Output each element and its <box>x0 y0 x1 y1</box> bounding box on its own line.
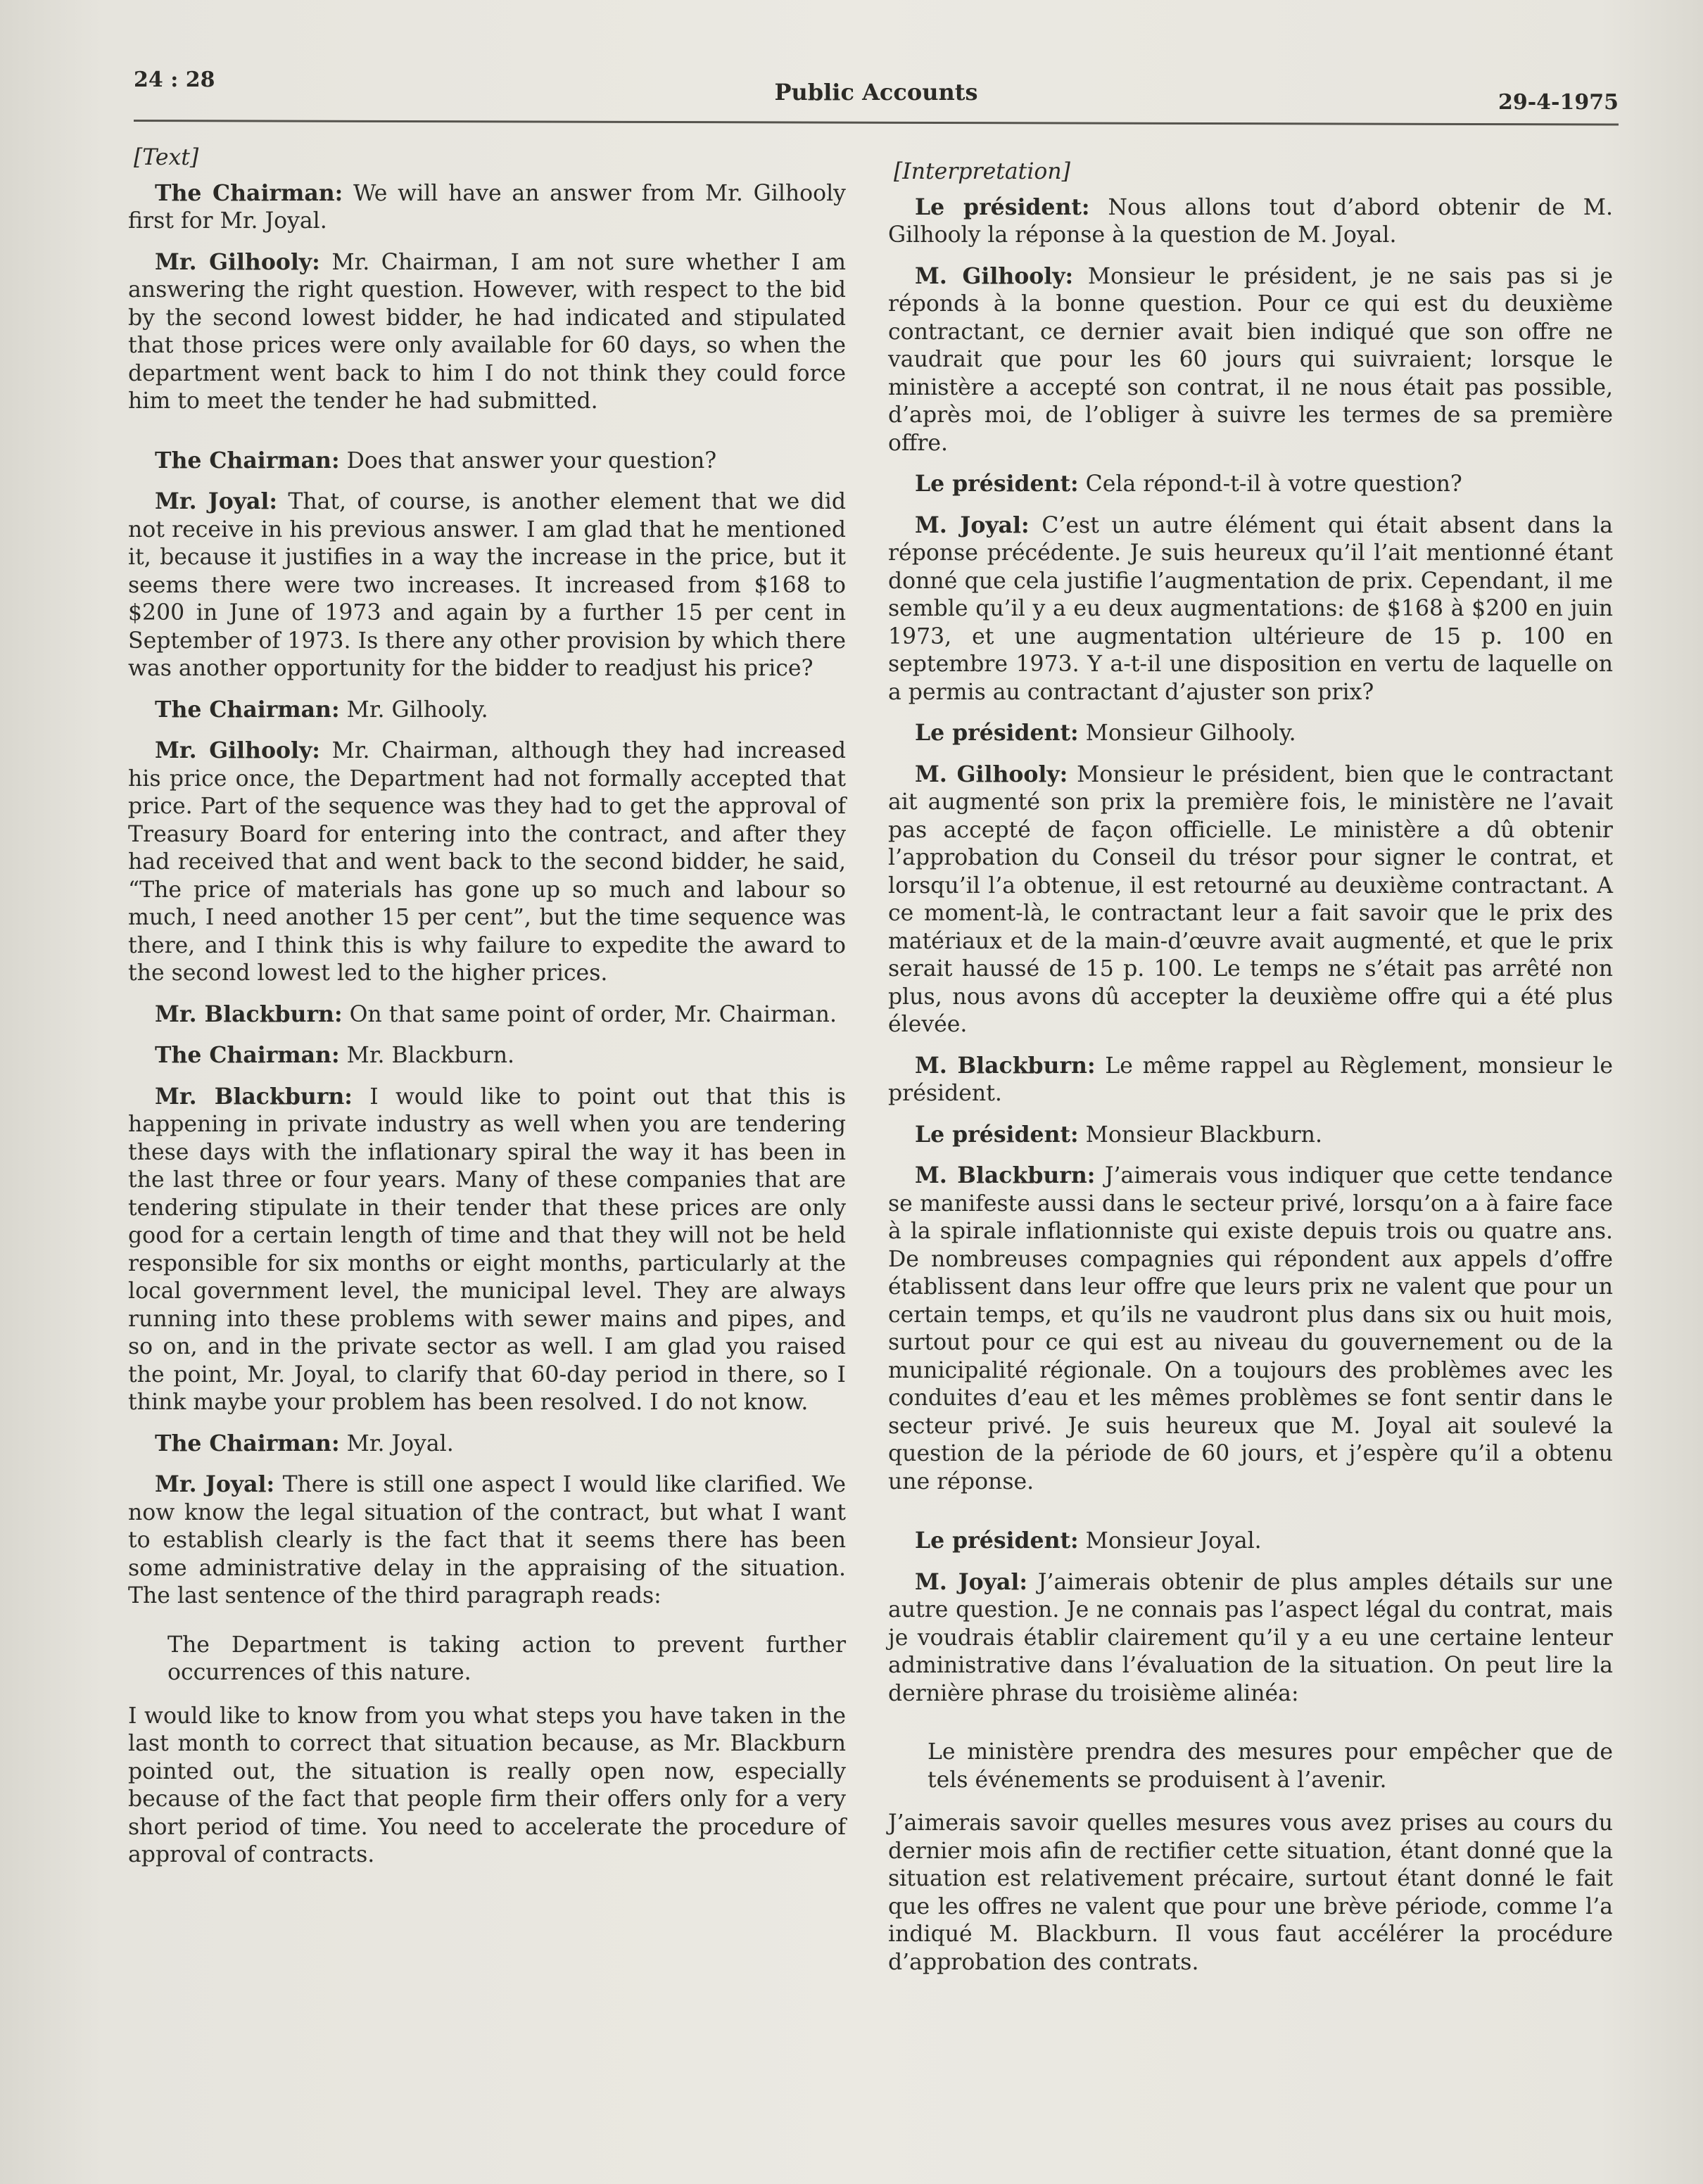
speech-text: Monsieur le président, bien que le contractant ait augmenté son prix la première fois, le ministère ne l’avait pas accepté de façon officielle. Le ministère a dû obtenir l’approbation du Conseil du trésor pour signer le contrat, et lorsqu’il l’a obtenue, il est retourné au deuxième contractant. A ce moment-là, le contractant leur a fait savoir que le prix des matériaux et de la main-d’œuvre avait augmenté, et que le prix serait haussé de 15 p. 100. Le temps ne s’était pas arrêté non plus, nous avons dû accepter la deuxième offre qui a été plus élevée. <box>888 761 1613 1037</box>
speech-paragraph <box>888 262 1613 458</box>
speech-text: That, of course, is another element that we did not receive in his previous answer. I am glad that he mentioned it, because it justifies in a way the increase in the price, but it seems there were two increases. It increased from $168 to $200 in June of 1973 and again by a further 15 per cent in September of 1973. Is there any other provision by which there was another opportunity for the bidder to readjust his price? <box>128 489 846 681</box>
speech-paragraph <box>888 1052 1613 1108</box>
closing-paragraph: J’aimerais savoir quelles mesures vous avez prises au cours du dernier mois afin de rectifier cette situation, étant donné que la situation est relativement précaire, surtout étant donné le fait que les offres ne valent que pour une brève période, comme l’a indiqué M. Blackburn. Il vous faut accélérer la procédure d’approbation des contrats. <box>888 1810 1613 1975</box>
speaker-name: Le président: <box>915 1121 1079 1148</box>
closing-paragraph: I would like to know from you what steps you have taken in the last month to correct that situation because, as Mr. Blackburn pointed out, the situation is really open now, especially because of the fact that people firm their offers only for a very short period of time. You need to accelerate the procedure of approval of contracts. <box>128 1703 846 1867</box>
french-column <box>888 158 1613 1989</box>
speech-paragraph <box>128 1083 846 1417</box>
speaker-name: Le président: <box>915 193 1090 220</box>
speech-paragraph <box>128 1041 846 1070</box>
speech-text: J’aimerais vous indiquer que cette tendance se manifeste aussi dans le secteur privé, lorsqu’on a à faire face à la spirale inflationniste qui existe depuis trois ou quatre ans. De nombreuses compagnies qui répondent aux appels d’offre établissent dans leur offre que leurs prix ne valent que pour un certain temps, et qu’ils ne vaudront plus dans six ou huit mois, surtout pour ce qui est au niveau du gouvernement ou de la municipalité régionale. On a toujours des problèmes avec les conduites d’eau et les mêmes problèmes se font sentir dans le secteur privé. Je suis heureux que M. Joyal ait soulevé la question de la période de 60 jours, et j’espère qu’il a obtenu une réponse. <box>888 1163 1613 1494</box>
speech-text: Nous allons tout d’abord obtenir de M. Gilhooly la réponse à la question de M. Joyal. <box>888 194 1613 248</box>
speech-paragraph <box>128 1471 846 1611</box>
speech-text: Mr. Joyal. <box>339 1430 454 1456</box>
speech-paragraph <box>888 761 1613 1039</box>
speaker-name: Mr. Gilhooly: <box>155 737 320 763</box>
speech-text: Does that answer your question? <box>339 447 717 474</box>
speaker-name: M. Blackburn: <box>915 1052 1096 1079</box>
speaker-name: M. Blackburn: <box>915 1162 1096 1188</box>
speaker-name: The Chairman: <box>155 179 343 206</box>
speech-paragraph <box>888 719 1613 748</box>
speech-paragraph <box>128 248 846 416</box>
running-title: Public Accounts <box>774 79 978 106</box>
speaker-name: Le président: <box>915 720 1079 746</box>
speech-paragraph <box>888 193 1613 250</box>
speech-text: I would like to point out that this is happening in private industry as well when you are tendering these days with the inflationary spiral the way it has been in the last three or four years. Many of these companies that are tendering stipulate in their tender that these prices are only good for a certain length of time and that they will not be held responsible for six months or eight months, particularly at the local government level, the municipal level. They are always running into these problems with sewer mains and pipes, and so on, and in the private sector as well. I am glad you raised the point, Mr. Joyal, to clarify that 60-day period in there, so I think maybe your problem has been resolved. I do not know. <box>128 1084 846 1415</box>
english-column <box>128 144 846 1882</box>
speech-text: Mr. Gilhooly. <box>339 697 488 723</box>
speaker-name: M. Gilhooly: <box>915 262 1074 289</box>
page-number: 24 : 28 <box>134 68 215 92</box>
speaker-name: The Chairman: <box>155 1042 340 1068</box>
speech-paragraph <box>888 1162 1613 1496</box>
speaker-name: Mr. Blackburn: <box>155 1001 343 1027</box>
speech-text: Monsieur Gilhooly. <box>1078 720 1296 746</box>
speaker-name: The Chairman: <box>155 1430 340 1456</box>
speaker-name: Mr. Blackburn: <box>155 1083 353 1110</box>
speaker-name: M. Gilhooly: <box>915 761 1068 787</box>
block-quote: The Department is taking action to prevent further occurrences of this nature. <box>167 1632 846 1685</box>
speech-text: Monsieur Blackburn. <box>1078 1122 1322 1148</box>
speaker-name: M. Joyal: <box>915 1568 1027 1595</box>
speech-text: Monsieur Joyal. <box>1078 1528 1262 1554</box>
block-quote: Le ministère prendra des mesures pour empêcher que de tels événements se produisent à l’avenir. <box>928 1739 1613 1793</box>
speech-text: Mr. Blackburn. <box>339 1043 515 1068</box>
speech-paragraph <box>888 1568 1613 1708</box>
speech-text: Le même rappel au Règlement, monsieur le président. <box>888 1053 1613 1106</box>
speech-paragraph <box>128 1001 846 1029</box>
speech-paragraph <box>128 696 846 725</box>
speech-paragraph <box>888 1527 1613 1556</box>
speaker-name: The Chairman: <box>155 696 340 723</box>
speaker-name: Mr. Gilhooly: <box>155 248 320 275</box>
issue-date: 29-4-1975 <box>1498 90 1619 115</box>
speech-text: J’aimerais obtenir de plus amples détails sur une autre question. Je ne connais pas l’aspect légal du contrat, mais je voudrais établir clairement qu’il y a eu une certaine lenteur administrative dans l’évaluation de la situation. On peut lire la dernière phrase du troisième alinéa: <box>888 1569 1613 1706</box>
page-header <box>134 63 1619 127</box>
speech-paragraph <box>128 1430 846 1459</box>
section-label: [Interpretation] <box>894 159 1070 184</box>
speech-text: Mr. Chairman, although they had increased his price once, the Department had not formally accepted that price. Part of the sequence was they had to get the approval of Treasury Board for entering into the contract, and after they had received that and went back to the second bidder, he said, “The price of materials has gone up so much and labour so much, I need another 15 per cent”, but the time sequence was there, and I think this is why failure to expedite the award to the second lowest led to the higher prices. <box>128 738 846 986</box>
speaker-name: Mr. Joyal: <box>155 488 278 514</box>
section-label: [Text] <box>134 145 199 170</box>
speech-paragraph <box>888 470 1613 499</box>
speech-text: Cela répond-t-il à votre question? <box>1078 471 1462 497</box>
speech-text: Monsieur le président, je ne sais pas si je réponds à la bonne question. Pour ce qui est du deuxième contractant, ce dernier avait bien indiqué que son offre ne vaudrait que pour les 60 jours qui suivraient; lorsque le ministère a accepté son contrat, il ne nous était pas possible, d’après moi, de l’obliger à suivre les termes de sa première offre. <box>888 263 1613 456</box>
speech-paragraph <box>128 737 846 988</box>
speech-text: We will have an answer from Mr. Gilhooly first for Mr. Joyal. <box>128 180 846 234</box>
speaker-name: Mr. Joyal: <box>155 1471 275 1497</box>
header-rule <box>134 120 1619 126</box>
speaker-name: Le président: <box>915 471 1079 497</box>
speaker-name: Le président: <box>915 1528 1079 1554</box>
speech-paragraph <box>128 447 846 476</box>
speech-paragraph <box>128 179 846 236</box>
speech-paragraph <box>128 488 846 683</box>
speaker-name: M. Joyal: <box>915 512 1030 538</box>
speaker-name: The Chairman: <box>155 447 340 474</box>
speech-text: There is still one aspect I would like clarified. We now know the legal situation of the contract, but what I want to establish clearly is the fact that it seems there has been some administrative delay in the appraising of the situation. The last sentence of the third paragraph reads: <box>128 1472 847 1608</box>
speech-paragraph <box>888 1121 1613 1150</box>
speech-paragraph <box>888 512 1613 707</box>
speech-text: On that same point of order, Mr. Chairman. <box>342 1001 837 1027</box>
speech-text: Mr. Chairman, I am not sure whether I am answering the right question. However, with respect to the bid by the second lowest bidder, he had indicated and stipulated that those prices were only available for 60 days, so when the department went back to him I do not think they could force him to meet the tender he had submitted. <box>128 249 846 414</box>
speech-text: C’est un autre élément qui était absent dans la réponse précédente. Je suis heureux qu’il l’ait mentionné étant donné que cela justifie l’augmentation de prix. Cependant, il me semble qu’il y a eu deux augmentations: de $168 à $200 en juin 1973, et une augmentation ultérieure de 15 p. 100 en septembre 1973. Y a-t-il une disposition en vertu de laquelle on a permis au contractant d’ajuster son prix? <box>888 512 1613 705</box>
